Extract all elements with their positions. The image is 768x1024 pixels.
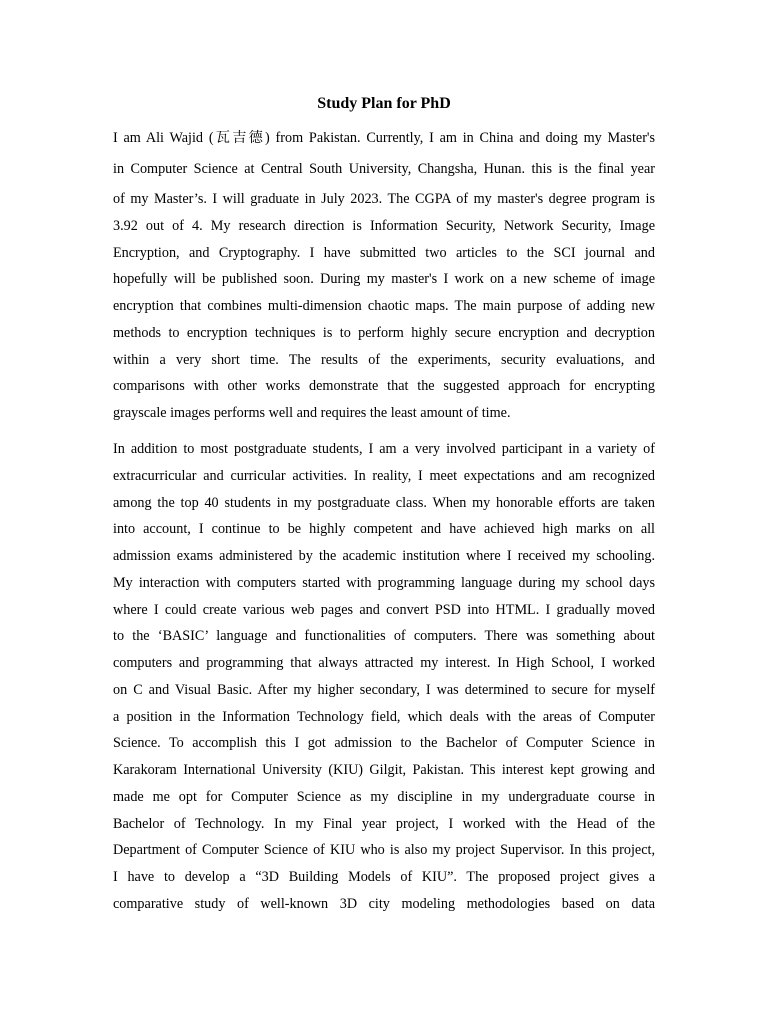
paragraph-1 (113, 124, 655, 427)
paragraph-line: I am Ali Wajid (瓦吉德) from Pakistan. Currently, I am in China and doing my Master's (113, 130, 655, 146)
paragraph-line: comparative study of well-known 3D city modeling methodologies based on data (113, 895, 655, 912)
paragraph-line: My interaction with computers started with programming language during my school days (113, 574, 655, 591)
paragraph-line: to the ‘BASIC’ language and functionalities of computers. There was something about (113, 628, 655, 645)
paragraph-line: Department of Computer Science of KIU who is also my project Supervisor. In this project, (113, 842, 655, 859)
paragraph-line: in Computer Science at Central South University, Changsha, Hunan. this is the final year (113, 161, 655, 177)
page-title: Study Plan for PhD (317, 95, 451, 112)
paragraph-line: into account, I continue to be highly competent and have achieved high marks on all (113, 521, 655, 538)
paragraph-line: where I could create various web pages and convert PSD into HTML. I gradually moved (113, 601, 655, 618)
paragraph-line: 3.92 out of 4. My research direction is Information Security, Network Security, Image (113, 217, 655, 234)
paragraph-2 (113, 436, 655, 918)
paragraph-line: encryption that combines multi-dimension chaotic maps. The main purpose of adding new (113, 298, 655, 314)
paragraph-line: Encryption, and Cryptography. I have submitted two articles to the SCI journal and (113, 244, 655, 261)
paragraph-line: within a very short time. The results of the experiments, security evaluations, and (113, 351, 655, 368)
paragraph-line: Bachelor of Technology. In my Final year project, I worked with the Head of the (113, 815, 655, 832)
paragraph-line: made me opt for Computer Science as my discipline in my undergraduate course in (113, 788, 655, 805)
paragraph-line: of my Master’s. I will graduate in July 2023. The CGPA of my master's degree program is (113, 191, 655, 207)
paragraph-line: extracurricular and curricular activities. In reality, I meet expectations and am recognized (113, 467, 655, 484)
paragraph-line: Karakoram International University (KIU) Gilgit, Pakistan. This interest kept growing and (113, 762, 655, 778)
paragraph-line: Science. To accomplish this I got admission to the Bachelor of Computer Science in (113, 735, 655, 752)
paragraph-line: on C and Visual Basic. After my higher secondary, I was determined to secure for myself (113, 681, 655, 698)
paragraph-line: In addition to most postgraduate students, I am a very involved participant in a variety of (113, 441, 655, 457)
paragraph-line: hopefully will be published soon. During my master's I work on a new scheme of image (113, 271, 655, 288)
paragraph-line: grayscale images performs well and requires the least amount of time. (113, 405, 511, 421)
paragraph-line: a position in the Information Technology field, which deals with the areas of Computer (113, 708, 655, 725)
paragraph-line: methods to encryption techniques is to perform highly secure encryption and decryption (113, 324, 655, 341)
paragraph-line: I have to develop a “3D Building Models of KIU”. The proposed project gives a (113, 869, 655, 885)
paragraph-line: among the top 40 students in my postgraduate class. When my honorable efforts are taken (113, 494, 655, 511)
paragraph-line: computers and programming that always attracted my interest. In High School, I worked (113, 655, 655, 671)
paragraph-line: admission exams administered by the academic institution where I received my schooling. (113, 548, 655, 564)
paragraph-line: comparisons with other works demonstrate that the suggested approach for encrypting (113, 378, 655, 395)
